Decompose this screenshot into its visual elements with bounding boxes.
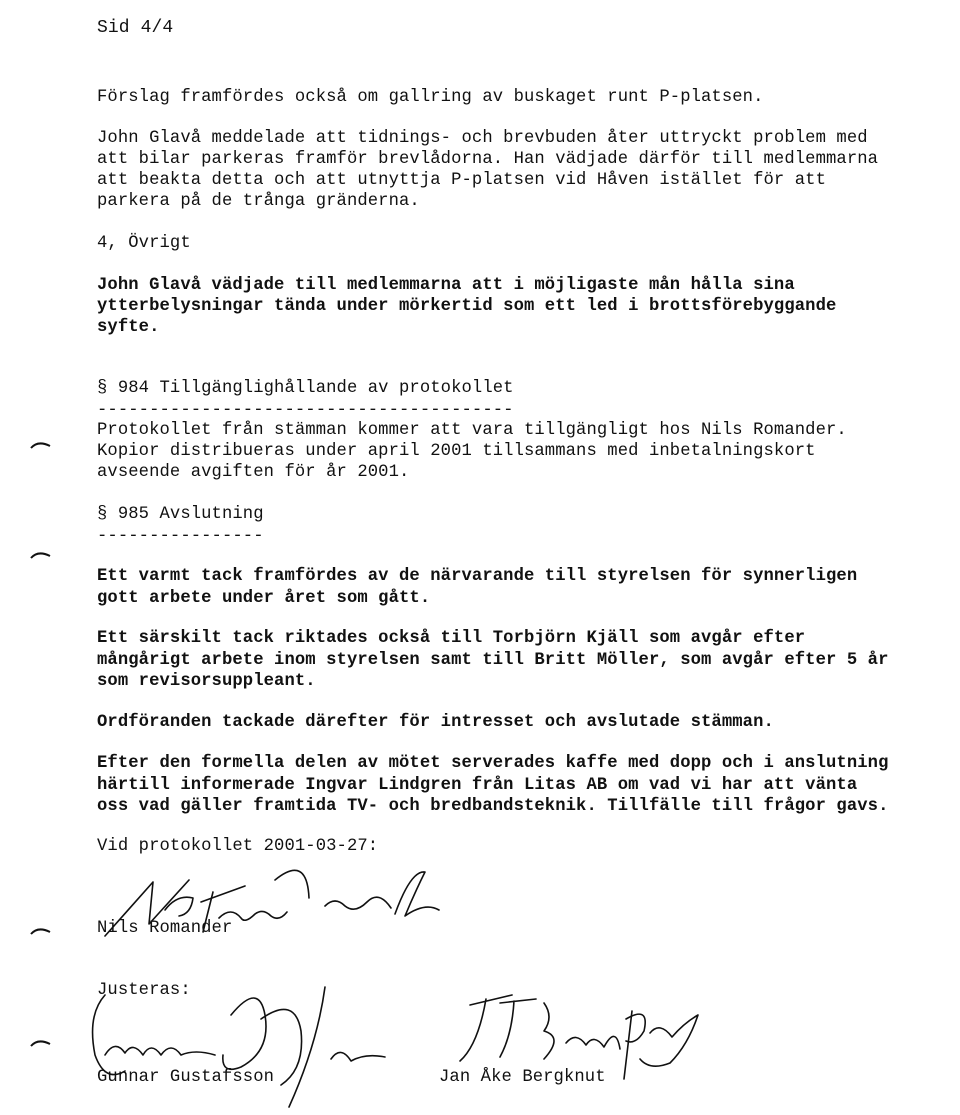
paragraph-line: Efter den formella delen av mötet serverades kaffe med dopp och i anslutning — [97, 754, 889, 773]
adjuster-1-name: Gunnar Gustafsson — [97, 1068, 275, 1087]
paragraph-gallring: Förslag framfördes också om gallring av buskaget runt P-platsen. — [97, 88, 764, 107]
paragraph-line: syfte. — [97, 318, 160, 337]
paragraph-line: att beakta detta och att utnyttja P-platsen vid Håven istället för att — [97, 171, 826, 190]
margin-mark — [30, 438, 52, 452]
paragraph-line: ytterbelysningar tända under mörkertid som ett led i brottsförebyggande — [97, 297, 837, 316]
recorder-label: Vid protokollet 2001-03-27: — [97, 837, 379, 856]
paragraph-line: Protokollet från stämman kommer att vara tillgängligt hos Nils Romander. — [97, 421, 847, 440]
adjuster-2-name: Jan Åke Bergknut — [439, 1068, 606, 1087]
paragraph-line: härtill informerade Ingvar Lindgren från Litas AB om vad vi har att vänta — [97, 776, 858, 795]
margin-mark — [30, 548, 52, 562]
paragraph-line: John Glavå meddelade att tidnings- och brevbuden åter uttryckt problem med — [97, 129, 868, 148]
page-number: Sid 4/4 — [97, 18, 174, 38]
paragraph-line: gott arbete under året som gått. — [97, 589, 431, 608]
paragraph-line: som revisorsuppleant. — [97, 672, 316, 691]
paragraph-line: Kopior distribueras under april 2001 tillsammans med inbetalningskort — [97, 442, 816, 461]
margin-mark — [30, 1036, 52, 1050]
heading-underline: ---------------- — [97, 527, 264, 546]
handwritten-signature-adjuster-1 — [75, 975, 405, 1110]
heading-underline: ---------------------------------------- — [97, 401, 514, 420]
paragraph-line: mångårigt arbete inom styrelsen samt till Britt Möller, som avgår efter 5 år — [97, 651, 889, 670]
adjusters-label: Justeras: — [97, 981, 191, 1000]
section-heading-ovrigt: 4, Övrigt — [97, 234, 191, 253]
recorder-name: Nils Romander — [97, 919, 233, 938]
paragraph-line: avseende avgiften för år 2001. — [97, 463, 410, 482]
paragraph-line: parkera på de trånga gränderna. — [97, 192, 420, 211]
paragraph-line: att bilar parkeras framför brevlådorna. Han vädjade därför till medlemmarna — [97, 150, 879, 169]
margin-mark — [30, 924, 52, 938]
section-heading-985: § 985 Avslutning — [97, 505, 264, 524]
paragraph-line: Ett särskilt tack riktades också till Torbjörn Kjäll som avgår efter — [97, 629, 806, 648]
paragraph-line: John Glavå vädjade till medlemmarna att i möjligaste mån hålla sina — [97, 276, 795, 295]
paragraph-line: Ordföranden tackade därefter för intresset och avslutade stämman. — [97, 713, 774, 732]
section-heading-984: § 984 Tillgänglighållande av protokollet — [97, 379, 514, 398]
paragraph-line: Ett varmt tack framfördes av de närvarande till styrelsen för synnerligen — [97, 567, 858, 586]
paragraph-line: oss vad gäller framtida TV- och bredbandsteknik. Tillfälle till frågor gavs. — [97, 797, 889, 816]
